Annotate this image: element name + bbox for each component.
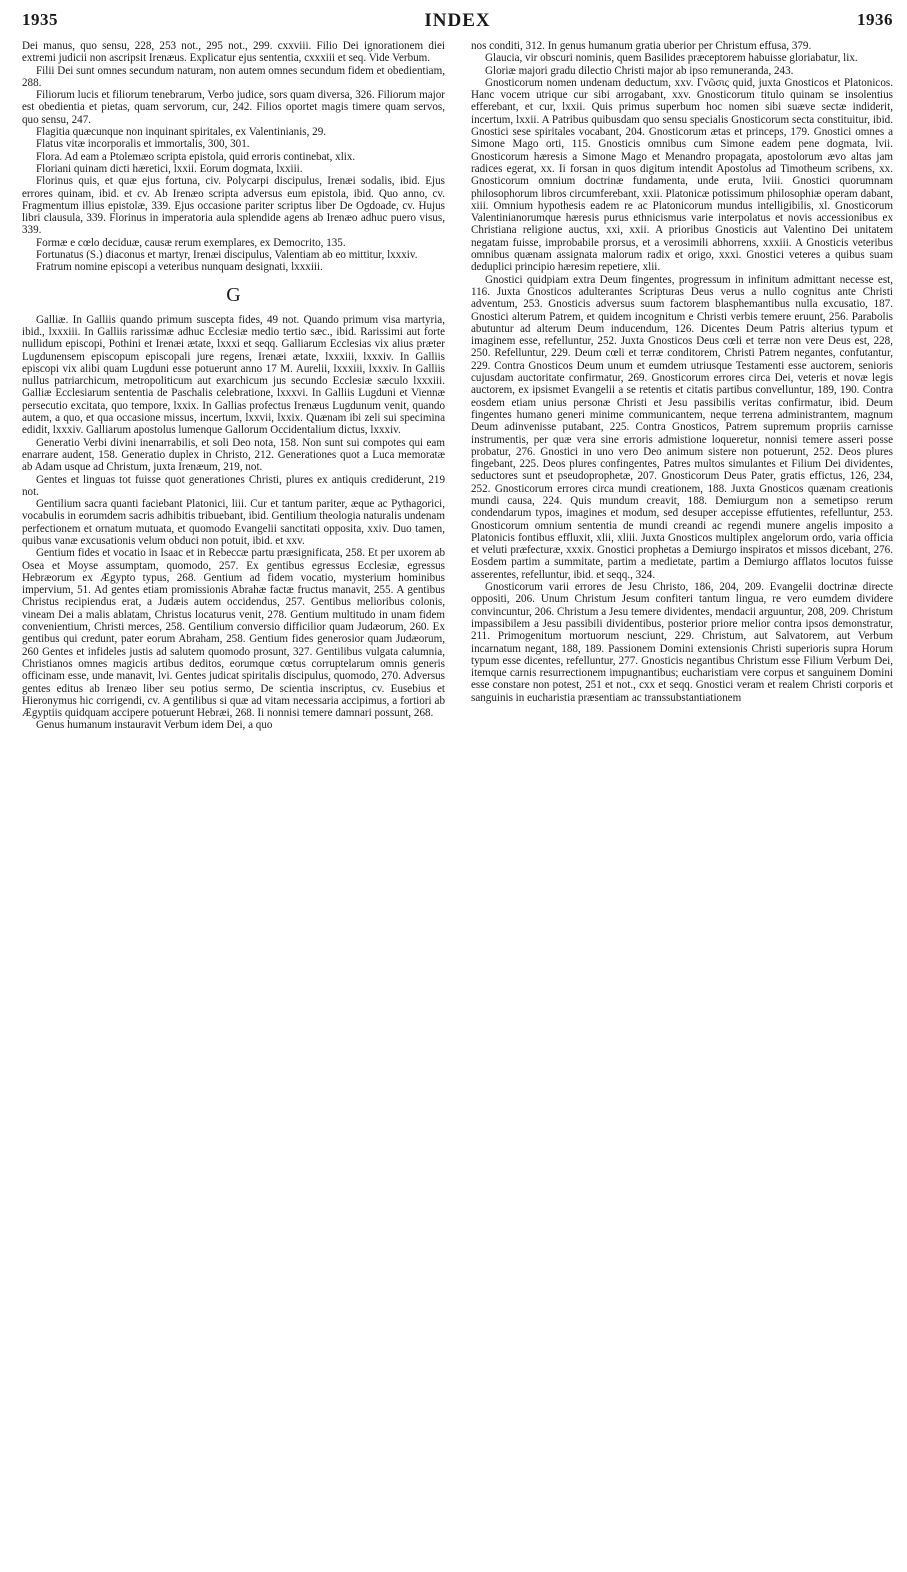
index-entry: nos conditi, 312. In genus humanum gratia uberior per Christum effusa, 379. [471,40,812,52]
index-entry: Fratrum nomine episcopi a veteribus nunquam designati, lxxxiii. [36,261,323,274]
left-page-number: 1935 [22,10,58,29]
right-column [471,40,893,1560]
index-entry: Floriani quinam dicti hæretici, lxxii. Eorum dogmata, lxxiii. [36,162,303,175]
index-entry: Generatio Verbi divini inenarrabilis, et soli Deo nota, 158. Non sunt sui compotes qui eam enarrare audent, 158. Generatio duplex in Christo, 212. Generationes quot a Luca memoratæ ab Adam usque ad Christum, juxta Irenæum, 219, not. [22,436,445,474]
page-title: INDEX [424,10,491,31]
index-entry: Flatus vitæ incorporalis et immortalis, 300, 301. [36,138,250,151]
section-letter: G [226,283,241,306]
left-column [22,40,445,1560]
index-entry: Gentium fides et vocatio in Isaac et in Rebeccæ partu præsignificata, 258. Et per uxorem ab Osea et Moyse assumptam, quomodo, 257. Ex gentibus egressus Ecclesiæ, egressus Hebræorum ex Ægypto typus, 268. Gentium ad fidem vocatio, mysterium hominibus impervium, 51. Ad gentes etiam promissionis Abrahæ factæ fructus manavit, 255. A gentibus Christus recipiendus erat, a Judæis autem occidendus, 257. Gentibus melioribus colonis, vineam Dei a malis ablatam, Christus locaturus venit, 278. Gentium multitudo in unam fidem convenientium, Christi merces, 258. Gentilium conversio difficilior quam Judæorum, 260. Ex gentibus qui credunt, pater eorum Abraham, 258. Gentium fides generosior quam Judæorum, 260 Gentes et infideles justis ad salutem quomodo prosunt, 327. Gentilibus vulgata calumnia, Christianos omnes magicis artibus deditos, eorumque cœtus corruptelarum omnis generis officinam esse, unde manavit, lvi. Gentes judicat spiritalis discipulus, quomodo, 270. Adversus gentes editus ab Irenæo liber seu potius sermo, De scientia inscriptus, cv. Eusebius et Hieronymus hic corrigendi, cv. A gentilibus si quæ ad vitam necessaria accipimus, a fortiori ab Ægyptiis quidquam accipere potuerunt Hebræi, 268. Ii nonnisi temere damnari possunt, 268. [22,547,445,720]
index-entry: Gnosticorum varii errores de Jesu Christo, 186, 204, 209. Evangelii doctrinæ directe oppositi, 206. Unum Christum Jesum confiteri tantum lingua, re vero eumdem dividere convincuntur, 206. Christum a Jesu temere dividentes, mendacii arguuntur, 208, 209. Christum impassibilem a Jesu passibili dividentibus, posterior priore melior contra ipsos demonstratur, 211. Primogenitum mortuorum nesciunt, 229. Christum, aut Salvatorem, aut Verbum incarnatum negant, 188, 189. Passionem Domini extensionis Christi superioris supra Horum typum esse dicentes, refelluntur, 277. Gnosticis negantibus Christum esse Filium Verbum Dei, itemque carnis resurrectionem impugnantibus; eucharistiam vere corpus et sanguinem Domini esse constare non potest, 251 et not., cxx et seqq. Gnostici veram et realem Christi corporis et sanguinis in eucharistia præsentiam ac transsubstantiationem [471,581,893,704]
index-entry: Flagitia quæcunque non inquinant spiritales, ex Valentinianis, 29. [36,126,327,139]
index-entry: Genus humanum instauravit Verbum idem Dei, a quo [36,719,273,732]
index-entry: Flora. Ad eam a Ptolemæo scripta epistola, quid erroris continebat, xlix. [36,150,356,163]
index-entry: Gentes et linguas tot fuisse quot generationes Christi, plures ex antiquis crediderunt, 219 not. [22,473,445,498]
right-page-number: 1936 [857,10,893,29]
index-entry: Filii Dei sunt omnes secundum naturam, non autem omnes secundum fidem et obedientiam, 288. [22,64,445,89]
index-entry: Gloriæ majori gradu dilectio Christi major ab ipso remuneranda, 243. [485,64,794,77]
index-entry: Florinus quis, et quæ ejus fortuna, civ. Polycarpi discipulus, Irenæi sodalis, ibid. Ejus errores quinam, ibid. et cv. Ab Irenæo scripta adversus eum epistola, ibid. Quo anno, cv. Fragmentum illius epistolæ, 339. Ejus occasione pariter scriptus liber De Ogdoade, cv. Hujus libri clausula, 339. Florinus in imperatoria aula splendide agens ab Irenæo adhuc puero visus, 339. [22,175,445,237]
index-entry: Galliæ. In Galliis quando primum suscepta fides, 49 not. Quando primum visa martyria, ibid., lxxxiii. In Galliis rarissimæ adhuc Ecclesiæ medio tertio sæc., ibid. Rarissimi aut forte nullidum episcopi, Pothini et Irenæi ætate, lxxxi et seqq. Galliarum Ecclesias vix alius præter Lugdunensem episcopum episcopali jure regens, Irenæi ætate, lxxxiii, lxxxiv. In Galliis episcopi vix alibi quam Lugduni esse potuerunt anno 17 M. Aurelii, lxxxiii, lxxxiv. In Galliis nullus patriarchicum, metropoliticum aut exarchicum jus secundo Ecclesiæ sæculo lxxxiii. Galliæ Ecclesiarum sententia de Paschalis celebratione, lxxxvi. In Galliis Lugduni et Viennæ persecutio excitata, quo tempore, lxxix. In Gallias profectus Irenæus Lugdunum venit, quando autem, a quo, et qua occasione missus, incertum, lxxvii, lxxix. Quænam ibi zeli sui specimina edidit, lxxxiv. Galliarum apostolus lumenque Gallorum Occidentalium dictus, lxxxiv. [22,313,445,437]
index-entry: Dei manus, quo sensu, 228, 253 not., 295 not., 299. cxxviii. Filio Dei ignorationem diei extremi judicii non ascripsit Irenæus. Explicatur ejus sententia, cxxxiii et seq. Vide Verbum. [22,40,445,65]
index-entry: Gnostici quidpiam extra Deum fingentes, progressum in infinitum admittant necesse est, 116. Juxta Gnosticos adulterantes Scripturas Deus verus a nullo cognitus ante Christi adventum, 253. Gnosticis adversus suum factorem blasphemantibus nulla excusatio, 187. Gnostici alterum Patrem, et quidem incognitum e Christi verbis temere eruunt, 256. Parabolis abutuntur ad alterum Deum inducendum, 126. Dicentes Deum Patris alterius typum et imaginem esse, refelluntur, 252. Juxta Gnosticos Deus cœli et terræ non vere Deus est, 228, 250. Refelluntur, 229. Deum cœli et terræ conditorem, Christi Patrem negantes, confutantur, 229. Contra Gnosticos Deum unum et eumdem utriusque Testamenti esse auctorem, senioris cujusdam auctoritate confirmatur, 269. Gnosticorum errores circa Dei, veteris et novæ legis auctorem, ex ipsismet Evangelii a se retentis et citatis partibus convelluntur, 189, 190. Contra eosdem etiam unius personæ Christi et Jesu passibilis veritas confirmatur, ibid. Deum fingentes humano generi minime communicantem, neque terrena administrantem, magnum Deum adinvenisse putabant, 225. Contra Gnosticos, Patrem supremum propriis carnisse instrumentis, per quæ vera sine erroris admistione loqueretur, nonnisi temere asseri posse probatur, 276. Gnostici in uno vero Deo animum sistere non potuerunt, 252. Deos plures fingebant, 225. Deos plures confingentes, Patres multos simulantes et Filium Dei dividentes, seductores sunt et pseudoprophetæ, 207. Gnosticorum Deus Pater, gratis effictus, 126, 234, 252. Gnosticorum errores circa mundi creationem, 188. Juxta Gnosticos quænam creationis mundi causa, 224. Quis mundum creavit, 188. Demiurgum non a semetipso rerum condendarum typos, imagines et modum, sed desuper accepisse effutientes, refelluntur, 253. Gnosticorum omnium sententia de mundi creandi ac regendi munere angelis imposito a Platonicis fontibus effluxit, xlii, xliii. Juxta Gnosticos multiplex angelorum ordo, varia officia et veluti præfecturæ, xxxix. Gnostici prophetas a Demiurgo inspiratos et missos dicebant, 276. Eosdem partim a summitate, partim a medietate, partim a Demiurgo afflatos locutos fuisse asserentes, refelluntur, ibid. et seqq., 324. [471,273,893,581]
index-entry: Fortunatus (S.) diaconus et martyr, Irenæi discipulus, Valentiam ab eo mittitur, lxxxiv. [36,249,418,262]
index-entry: Formæ e cœlo deciduæ, causæ rerum exemplares, ex Democrito, 135. [36,236,346,249]
index-entry: Glaucia, vir obscuri nominis, quem Basilides præceptorem habuisse gloriabatur, lix. [485,52,858,65]
index-entry: Filiorum lucis et filiorum tenebrarum, Verbo judice, sors quam diversa, 326. Filiorum major est obedientia et pietas, quam servorum, cur, 242. Filios oportet magis timere quam servos, quo sensu, 247. [22,89,445,126]
index-entry: Gentilium sacra quanti faciebant Platonici, liii. Cur et tantum pariter, æque ac Pythagorici, vocabulis in eorumdem sacris adhibitis tribuebant, ibid. Gentilium theologia naturalis undenam perfectionem et ornatum mutuata, et quomodo Evangelii sanctitati opposita, xxiv. Duo tamen, quibus vanæ excusationis velum obduci non potuit, ibid. et xxv. [22,498,445,547]
index-entry: Gnosticorum nomen undenam deductum, xxv. Γνῶσις quid, juxta Gnosticos et Platonicos. Hanc vocem utrique cur sibi arrogabant, xxv. Gnosticorum titulo quinam se insolentius efferebant, et cur, lxxii. Quis primus superbum hoc nomen sibi suæve sectæ indiderit, incertum, lxxii. A Patribus quibusdam quo sensu specialis Gnosticorum secta constituitur, ibid. Gnostici sese spiritales vocabant, 204. Gnosticorum ætas et princeps, 179. Gnostici omnes a Simone Mago orti, 115. Gnosticis omnibus cum Simone eadem pene dogmata, lvii. Gnosticorum hæresis a Simone Mago et Menandro propagata, apostolorum ævo altas jam radices egerat, xx. Ii forsan in quos digitum intendit Apostolus ad Timotheum scribens, xx. Gnosticorum omnium doctrinæ fundamenta, unde eruta, lviii. Gnostici quorumnam philosophorum libros circumferebant, xxii. Platonicæ potissimum philosophiæ operam dabant, xiii. Omnium hypothesis eadem re ac Platonicorum mundus intelligibilis, xl. Gnosticorum Valentinianorumque hæresis purus ethnicismus varie interpolatus et novis accessionibus ex Christiana religione auctus, xxi, xxii. A prioribus Gnosticis aut Valentino Dei unitatem negatam fuisse, improbabile prorsus, et a verosimili abhorrens, xxxiii. A Gnosticis veteribus omnibus quænam assignata malorum radix et origo, xxxi. Gnostici veteres a quibus suam deduplici principio hæresim repetiere, xlii. [471,76,893,274]
running-header [22,10,893,36]
